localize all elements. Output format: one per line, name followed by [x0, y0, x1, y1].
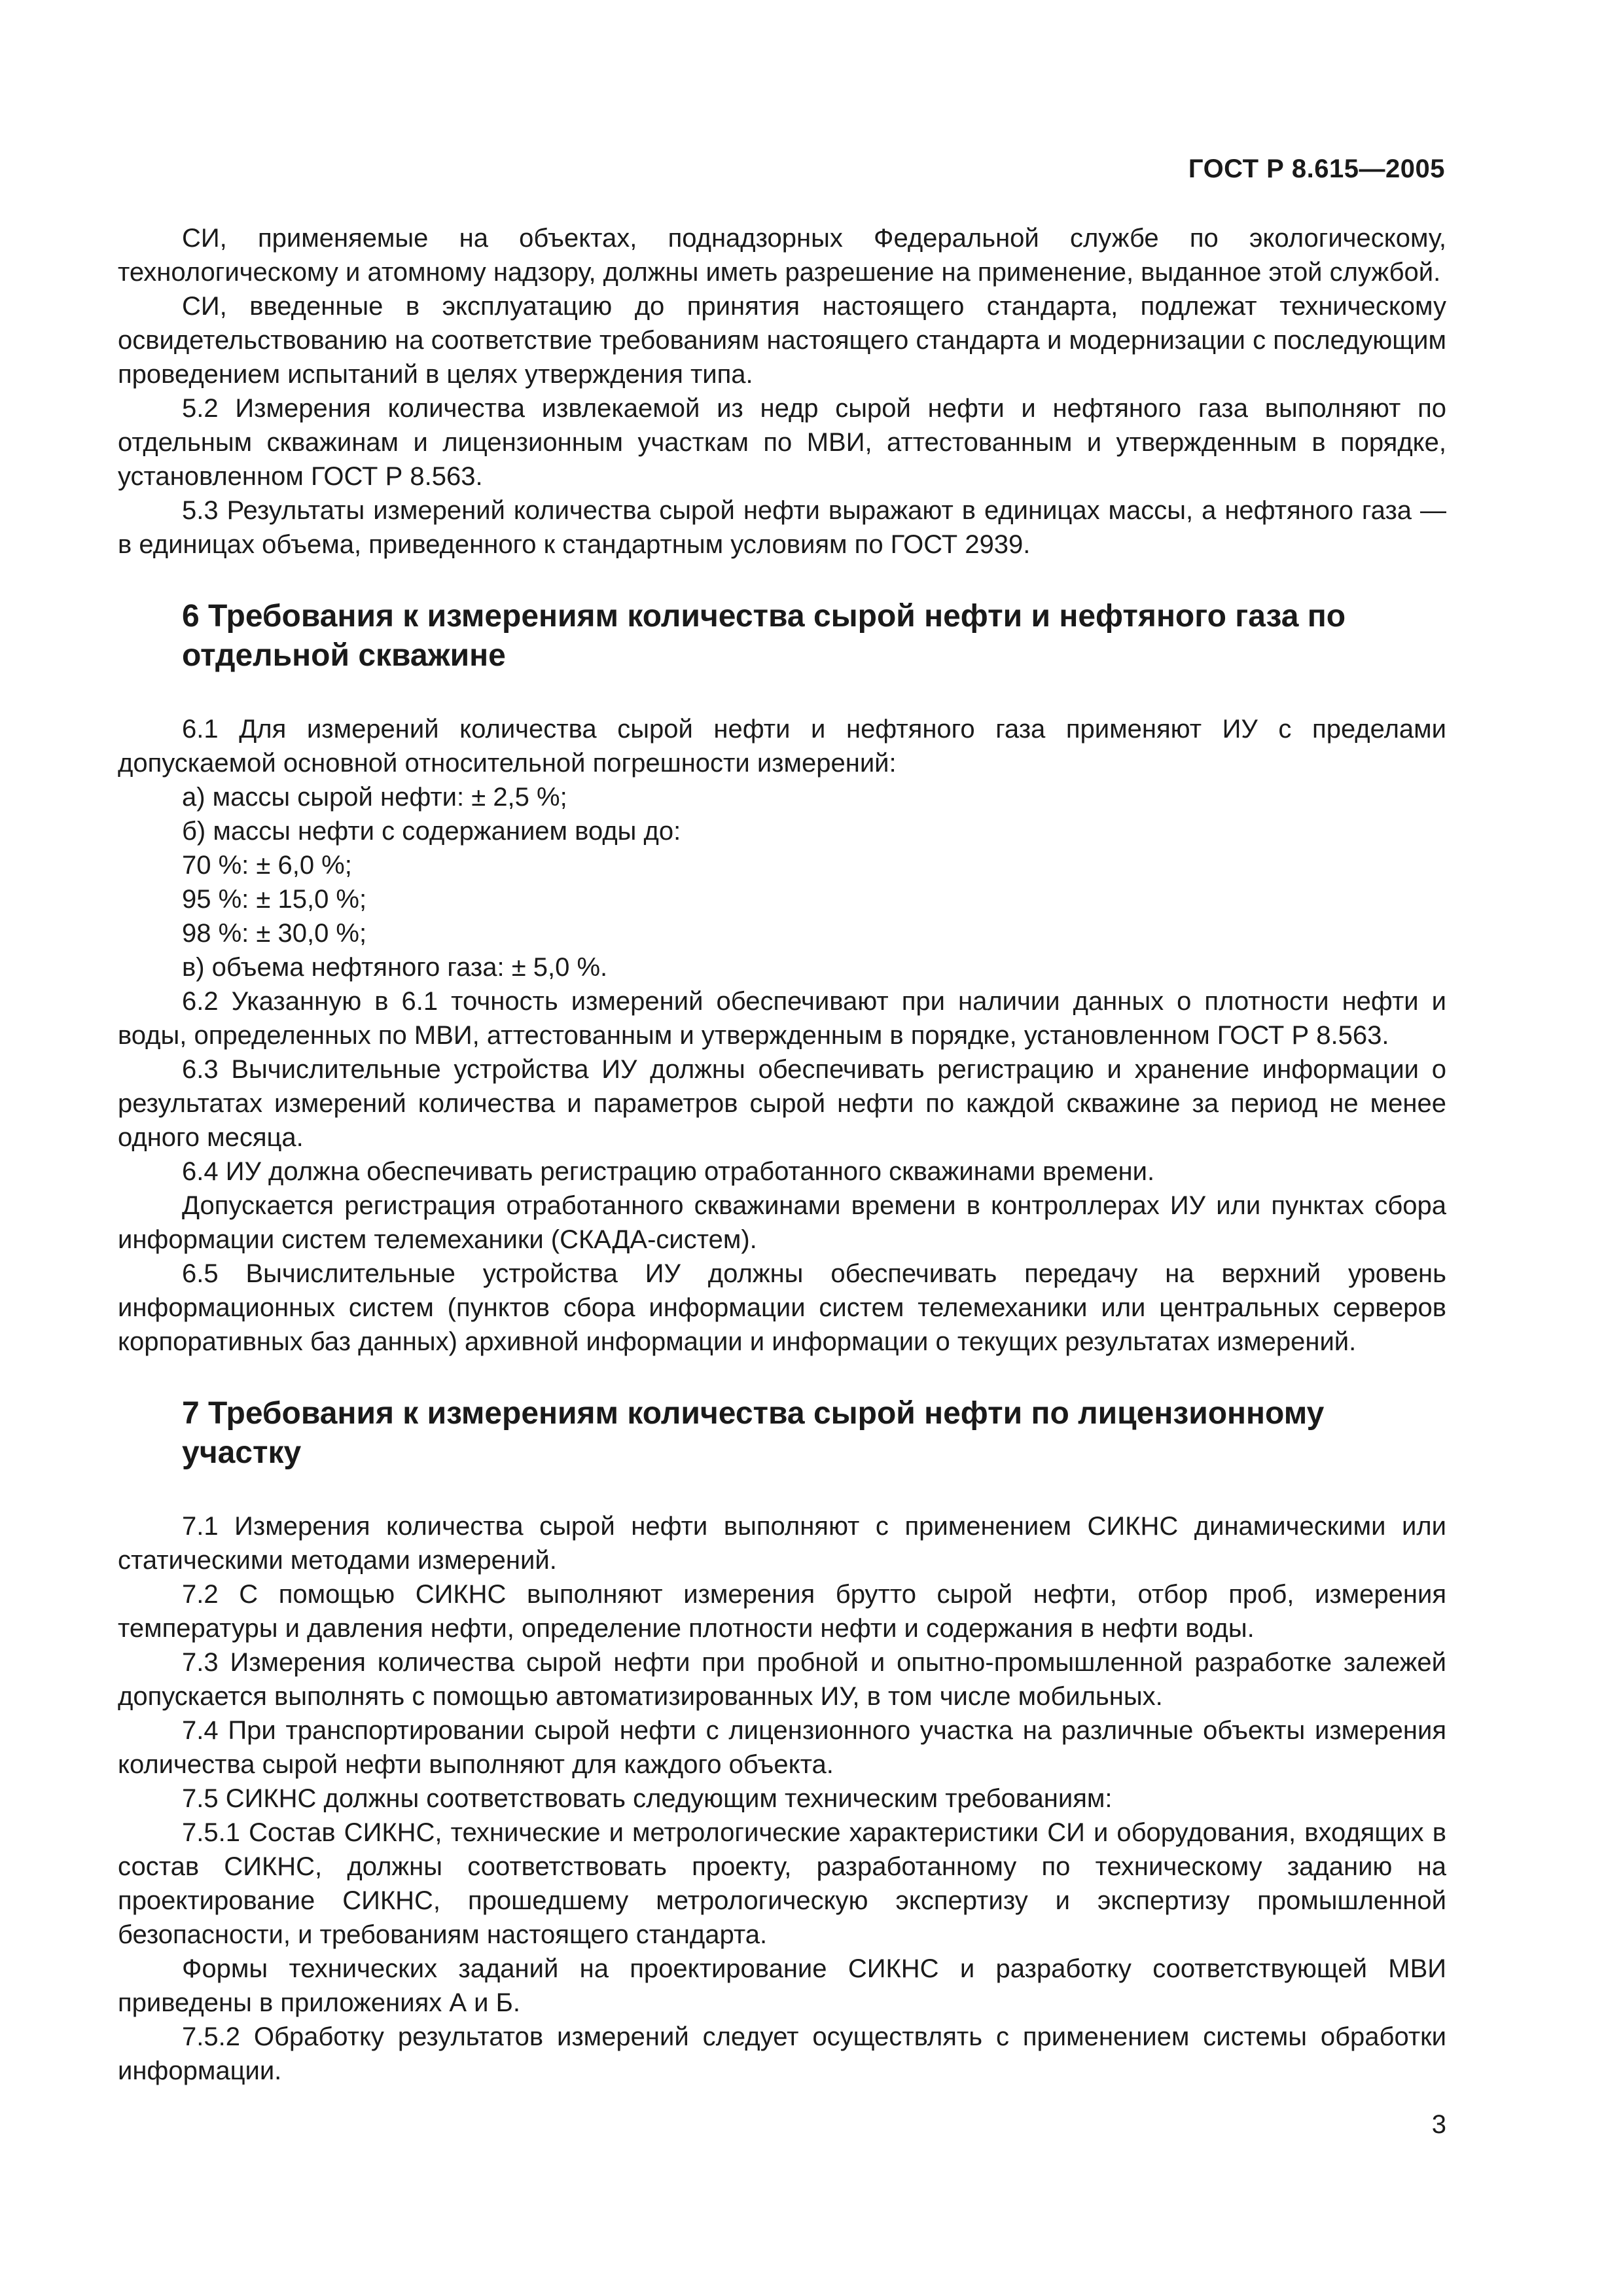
page-number: 3	[1431, 2110, 1446, 2139]
paragraph-6-5: 6.5 Вычислительные устройства ИУ должны обеспечивать передачу на верхний уровень информационных систем (пунктов сбора информации систем телемеханики или центральных серверов корпоративных баз данных) архивной информации и информации о текущих результатах измерений.	[118, 1259, 1446, 1356]
paragraph-6-1: 6.1 Для измерений количества сырой нефти и нефтяного газа применяют ИУ с пределами допускаемой основной относительной погрешности измерений:	[118, 715, 1446, 778]
section-7-heading: 7 Требования к измерениям количества сырой нефти по лицензионному участку	[182, 1396, 1325, 1470]
list-item: в) объема нефтяного газа: ± 5,0 %.	[182, 953, 608, 982]
paragraph-si-recertification: СИ, введенные в эксплуатацию до принятия настоящего стандарта, подлежат техническому освидетельствованию на соответствие требованиям настоящего стандарта и модернизации с последующим проведением испытаний в целях утверждения типа.	[118, 292, 1446, 389]
paragraph-5-2: 5.2 Измерения количества извлекаемой из недр сырой нефти и нефтяного газа выполняют по отдельным скважинам и лицензионным участкам по МВИ, аттестованным и утвержденным в порядке, установленном ГОСТ Р 8.563.	[118, 394, 1446, 491]
paragraph-si-permission: СИ, применяемые на объектах, поднадзорных Федеральной службе по экологическому, технологическому и атомному надзору, должны иметь разрешение на применение, выданное этой службой.	[118, 224, 1446, 287]
paragraph-6-4-note: Допускается регистрация отработанного скважинами времени в контроллерах ИУ или пунктах сбора информации систем телемеханики (СКАДА-систем).	[118, 1191, 1446, 1254]
paragraph-6-3: 6.3 Вычислительные устройства ИУ должны обеспечивать регистрацию и хранение информации о результатах измерений количества и параметров сырой нефти по каждой скважине за период не менее одного месяца.	[118, 1055, 1446, 1152]
paragraph-6-4: 6.4 ИУ должна обеспечивать регистрацию отработанного скважинами времени.	[182, 1157, 1155, 1186]
list-item: 70 %: ± 6,0 %;	[182, 851, 352, 880]
paragraph-7-5: 7.5 СИКНС должны соответствовать следующим техническим требованиям:	[182, 1784, 1113, 1813]
paragraph-7-3: 7.3 Измерения количества сырой нефти при пробной и опытно-промышленной разработке залежей допускается выполнять с помощью автоматизированных ИУ, в том числе мобильных.	[118, 1648, 1446, 1711]
paragraph-7-4: 7.4 При транспортировании сырой нефти с лицензионного участка на различные объекты измерения количества сырой нефти выполняют для каждого объекта.	[118, 1716, 1446, 1779]
paragraph-6-2: 6.2 Указанную в 6.1 точность измерений обеспечивают при наличии данных о плотности нефти и воды, определенных по МВИ, аттестованным и утвержденным в порядке, установленном ГОСТ Р 8.563.	[118, 987, 1446, 1050]
document-code-header: ГОСТ Р 8.615—2005	[1188, 154, 1445, 183]
section-6-heading: 6 Требования к измерениям количества сырой нефти и нефтяного газа по отдельной скважине	[182, 599, 1346, 673]
list-item: 98 %: ± 30,0 %;	[182, 919, 367, 948]
list-item: б) массы нефти с содержанием воды до:	[182, 817, 681, 846]
paragraph-7-1: 7.1 Измерения количества сырой нефти выполняют с применением СИКНС динамическими или статическими методами измерений.	[118, 1512, 1446, 1575]
paragraph-5-3: 5.3 Результаты измерений количества сырой нефти выражают в единицах массы, а нефтяного газа — в единицах объема, приведенного к стандартным условиям по ГОСТ 2939.	[118, 496, 1446, 559]
list-item: 95 %: ± 15,0 %;	[182, 885, 367, 914]
paragraph-7-5-2: 7.5.2 Обработку результатов измерений следует осуществлять с применением системы обработки информации.	[118, 2022, 1446, 2085]
paragraph-7-5-1: 7.5.1 Состав СИКНС, технические и метрологические характеристики СИ и оборудования, входящих в состав СИКНС, должны соответствовать проекту, разработанному по техническому заданию на проектирование СИКНС, прошедшему метрологическую экспертизу и экспертизу промышленной безопасности, и требованиям настоящего стандарта.	[118, 1818, 1446, 1949]
page-content	[118, 221, 1446, 2088]
paragraph-7-2: 7.2 С помощью СИКНС выполняют измерения брутто сырой нефти, отбор проб, измерения температуры и давления нефти, определение плотности нефти и содержания в нефти воды.	[118, 1580, 1446, 1643]
paragraph-7-5-1-note: Формы технических заданий на проектирование СИКНС и разработку соответствующей МВИ приведены в приложениях А и Б.	[118, 1954, 1446, 2017]
list-item: а) массы сырой нефти: ± 2,5 %;	[182, 783, 567, 812]
